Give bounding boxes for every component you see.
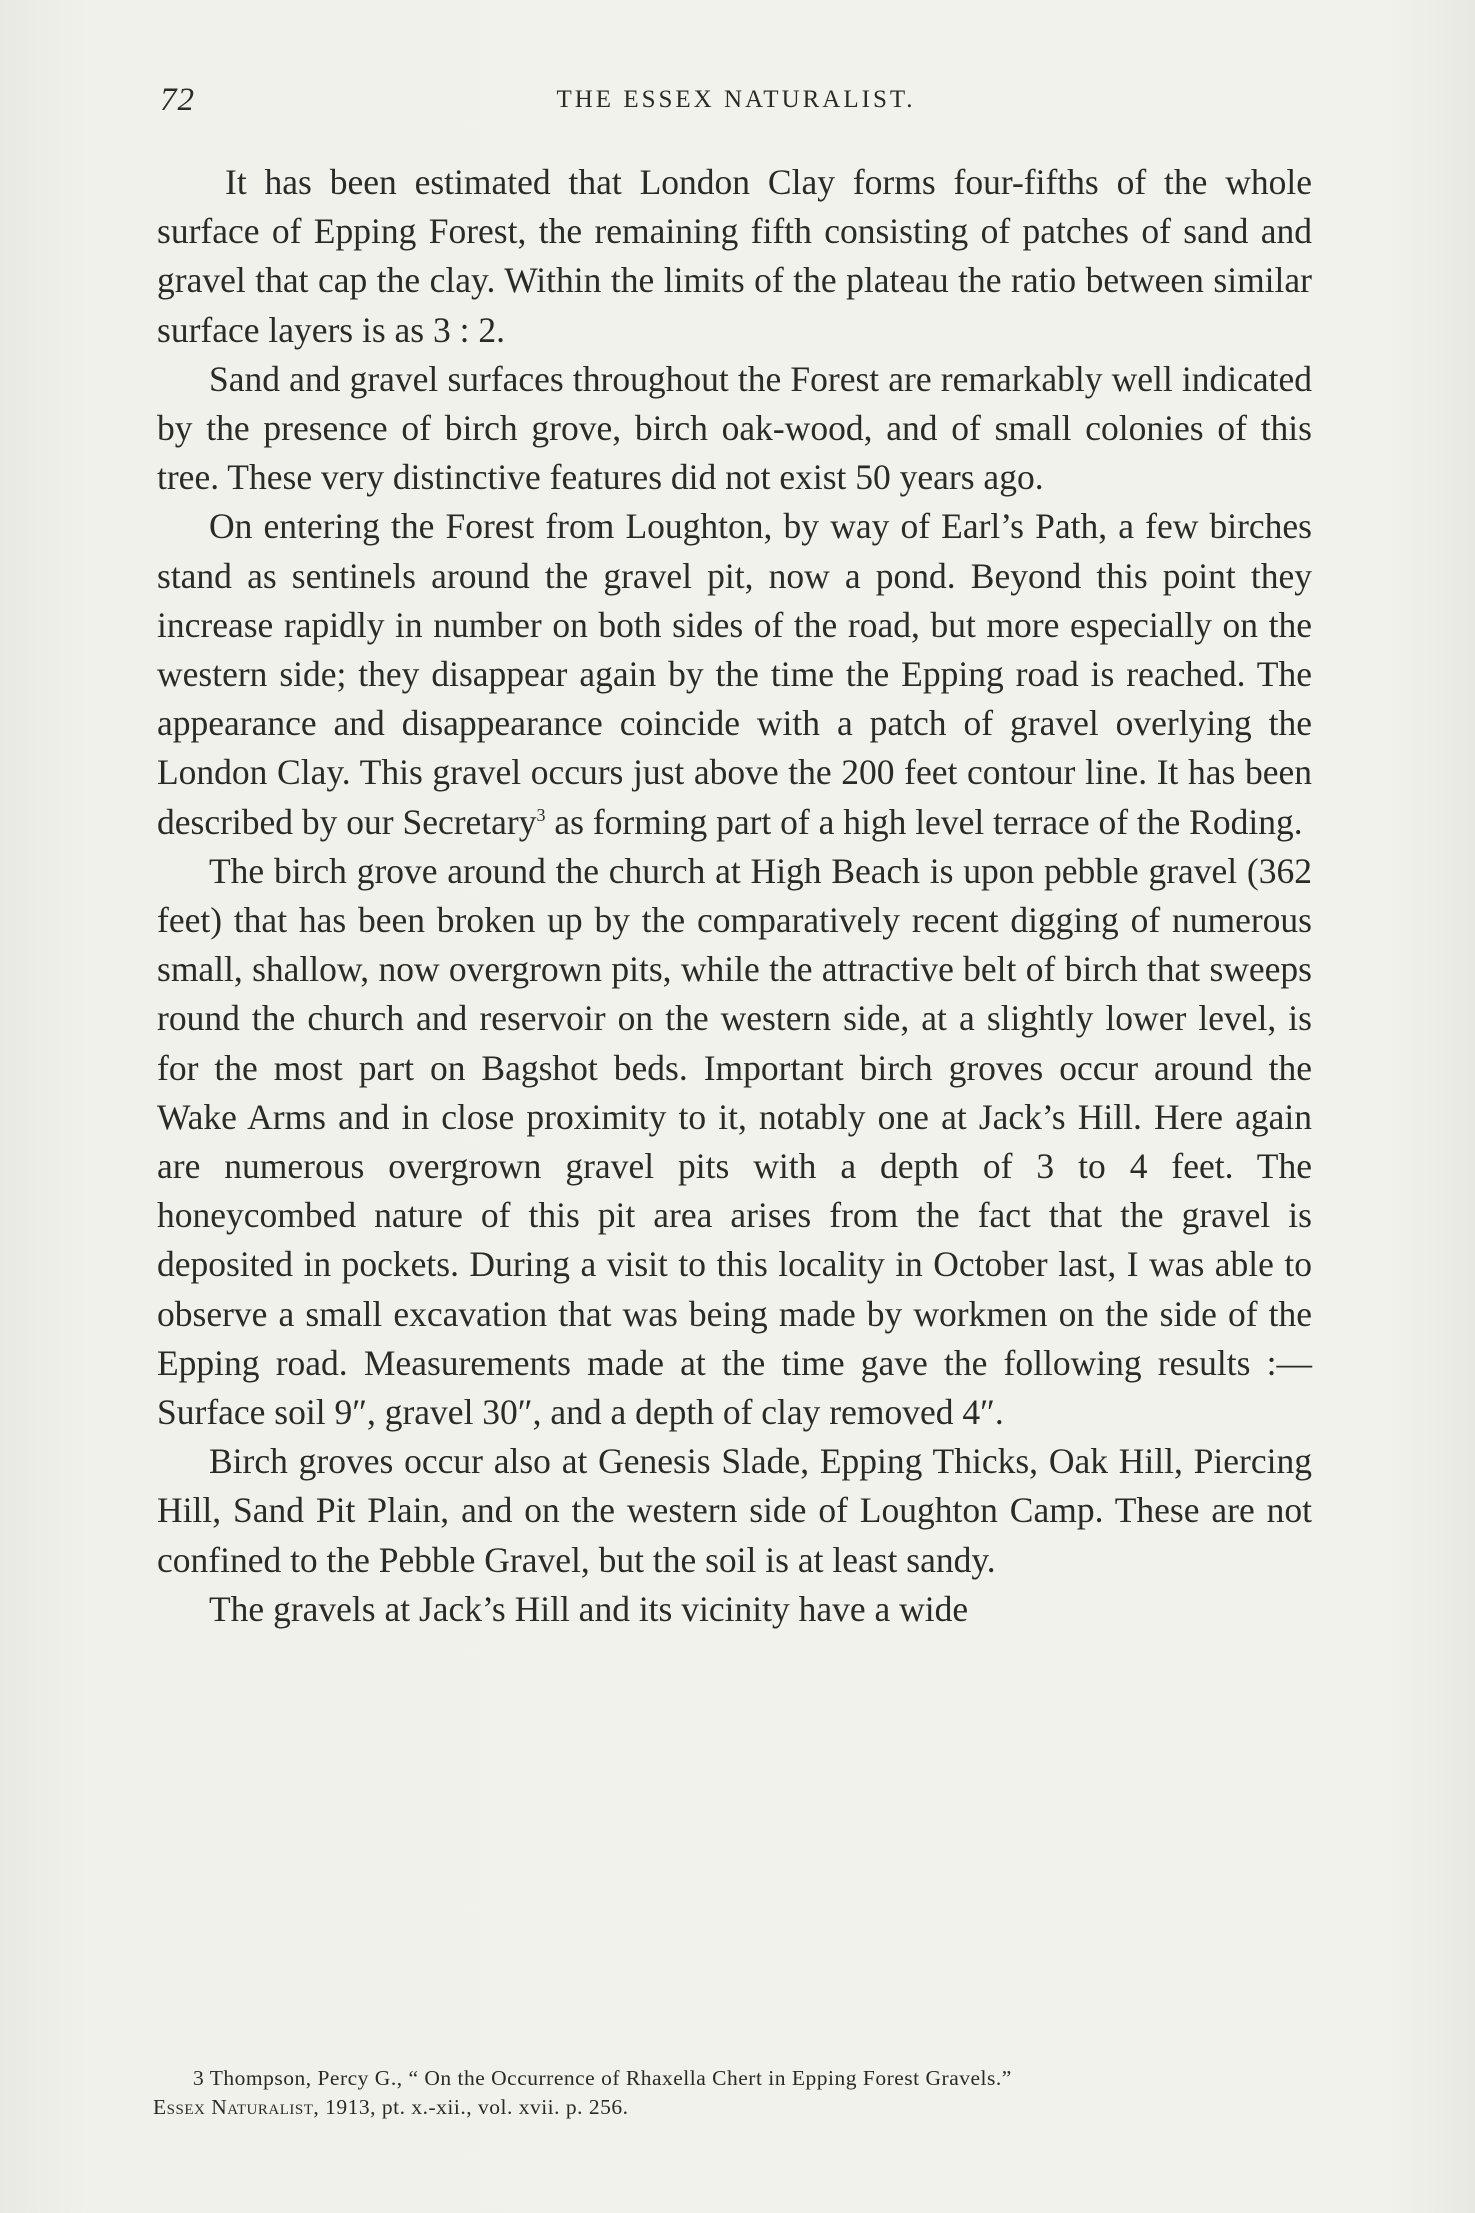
paragraph-jacks-hill: The gravels at Jack’s Hill and its vicinity have a wide [209,1588,969,1629]
paragraph-loughton-tail: as forming part of a high level terrace of the Roding. [554,801,1303,842]
footnote-reference: 3 [536,804,546,825]
page-header [160,82,1312,132]
paragraph-london-clay: It has been estimated that London Clay forms four-fifths of the whole surface of Epping Forest, the remaining fifth consisting of patches of sand and gravel that cap the clay. Within the limits of the plateau the ratio between similar surface layers is as 3 : 2. [157,162,1312,350]
paragraph-loughton-text: On entering the Forest from Loughton, by way of Earl’s Path, a few birches stand as sentinels around the gravel pit, now a pond. Beyond this point they increase rapidly in number on both sides of the road, but more especially on the western side; they disappear again by the time the Epping road is reached. The appearance and disappearance coincide with a patch of gravel overlying the London Clay. This gravel occurs just above the 200 feet contour line. It has been described by our Secretary [157,506,1312,842]
body-text [157,158,1312,1634]
footnote-line-2 [153,2095,629,2119]
paragraph-birch-groves: Birch groves occur also at Genesis Slade, Epping Thicks, Oak Hill, Piercing Hill, Sand Pit Plain, and on the western side of Loughton Camp. These are not confined to the Pebble Gravel, but the soil is at least sandy. [157,1441,1312,1580]
footnote [153,2064,1313,2122]
footnote-citation: , 1913, pt. x.-xii., vol. xvii. p. 256. [313,2095,629,2119]
paragraph-high-beach: The birch grove around the church at High Beach is upon pebble gravel (362 feet) that has been broken up by the comparatively recent digging of numerous small, shallow, now overgrown pits, while the attractive belt of birch that sweeps round the church and reservoir on the western side, at a slightly lower level, is for the most part on Bagshot beds. Important birch groves occur around the Wake Arms and in close proximity to it, notably one at Jack’s Hill. Here again are numerous overgrown gravel pits with a depth of 3 to 4 feet. The honeycombed nature of this pit area arises from the fact that the gravel is deposited in pockets. During a visit to this locality in October last, I was able to observe a small excavation that was being made by workmen on the side of the Epping road. Measurements made at the time gave the following results :— Surface soil 9″, gravel 30″, and a depth of clay removed 4″. [157,850,1312,1433]
running-head: THE ESSEX NATURALIST. [556,86,916,113]
paragraph-loughton [157,502,1312,846]
footnote-line-1: 3 Thompson, Percy G., “ On the Occurrence of Rhaxella Chert in Epping Forest Gravels.” [193,2066,1012,2090]
paragraph-sand-gravel: Sand and gravel surfaces throughout the Forest are remarkably well indicated by the presence of birch grove, birch oak-wood, and of small colonies of this tree. These very distinctive features did not exist 50 years ago. [157,358,1312,498]
footnote-journal: Essex Naturalist [153,2095,314,2119]
page-number: 72 [160,82,195,118]
